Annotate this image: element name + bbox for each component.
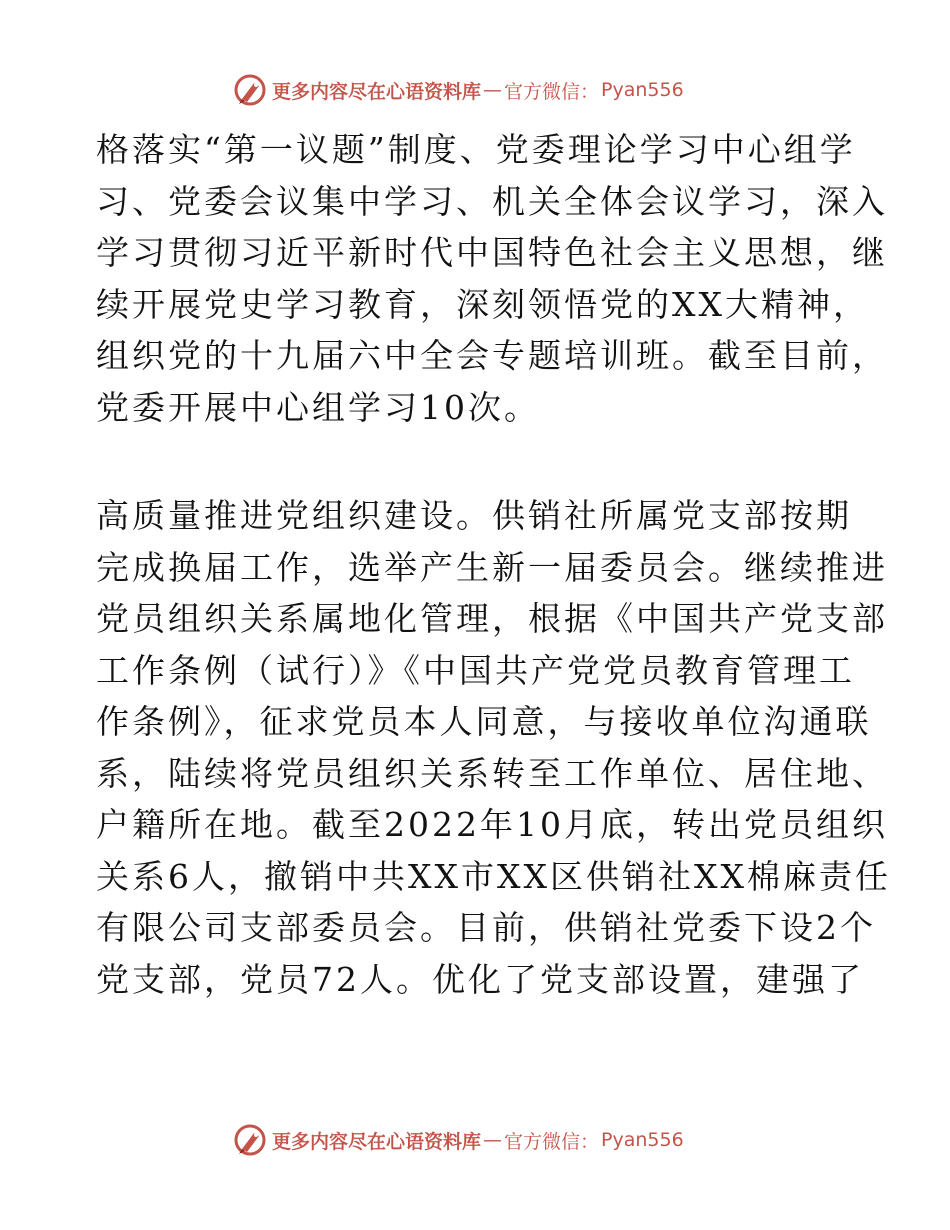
text-line: 关系6人，撤销中共XX市XX区供销社XX棉麻责任 xyxy=(96,856,891,896)
text-line: 高质量推进党组织建设。供销社所属党支部按期 xyxy=(96,496,852,535)
text-line: 有限公司支部委员会。目前，供销社党委下设2个 xyxy=(96,908,876,947)
header-watermark xyxy=(232,72,752,108)
paragraph-2 xyxy=(96,490,891,1005)
watermark-dash: — xyxy=(483,1129,503,1151)
watermark-wechat-id: Pyan556 xyxy=(601,1129,684,1151)
text-line: 党员组织关系属地化管理，根据《中国共产党支部 xyxy=(96,599,888,638)
text-line: 工作条例（试行）》《中国共产党党员教育管理工 xyxy=(96,650,855,690)
fountain-pen-circle-icon xyxy=(232,72,268,108)
watermark-wechat-label: 官方微信： xyxy=(504,1130,600,1153)
text-line: 续开展党史学习教育，深刻领悟党的XX大精神， xyxy=(96,284,869,324)
text-line: 组织党的十九届六中全会专题培训班。截至目前， xyxy=(96,336,888,375)
text-line: 系，陆续将党员组织关系转至工作单位、居住地、 xyxy=(96,753,888,793)
text-line: 习、党委会议集中学习、机关全体会议学习，深入 xyxy=(96,181,888,221)
text-line: 格落实“第一议题”制度、党委理论学习中心组学 xyxy=(96,130,856,169)
watermark-brand: 更多内容尽在心语资料库 xyxy=(272,1130,482,1153)
watermark-wechat-id: Pyan556 xyxy=(601,79,684,101)
watermark-brand: 更多内容尽在心语资料库 xyxy=(272,80,482,103)
paragraph-1 xyxy=(96,124,888,433)
text-line: 学习贯彻习近平新时代中国特色社会主义思想，继 xyxy=(96,233,888,272)
watermark-dash: — xyxy=(483,79,503,101)
footer-watermark xyxy=(232,1122,752,1158)
text-line: 户籍所在地。截至2022年10月底，转出党员组织 xyxy=(96,805,888,844)
text-line: 完成换届工作，选举产生新一届委员会。继续推进 xyxy=(96,547,888,587)
text-line: 党支部，党员72人。优化了党支部设置，建强了 xyxy=(96,959,864,999)
watermark-wechat-label: 官方微信： xyxy=(504,80,600,103)
text-line: 党委开展中心组学习10次。 xyxy=(96,387,540,427)
text-line: 作条例》，征求党员本人同意，与接收单位沟通联 xyxy=(96,702,872,741)
fountain-pen-circle-icon xyxy=(232,1122,268,1158)
